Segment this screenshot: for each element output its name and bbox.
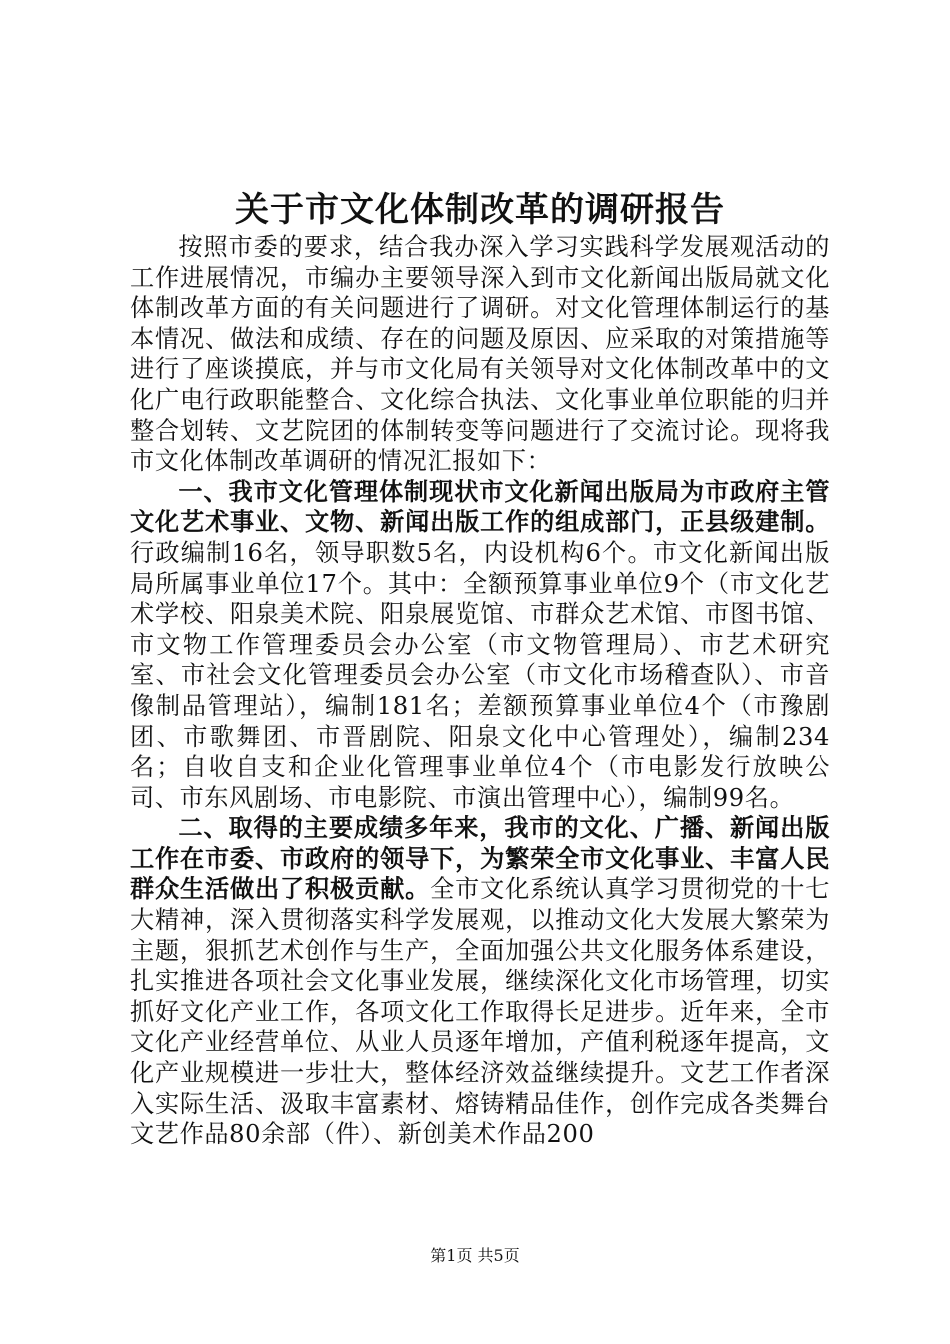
document-title: 关于市文化体制改革的调研报告 [235,190,725,230]
section-1-text: 行政编制16名，领导职数5名，内设机构6个。市文化新闻出版局所属事业单位17个。其中：全额预算事业单位9个（市文化艺术学校、阳泉美术院、阳泉展览馆、市群众艺术馆、市图书馆、市文物工作管理委员会办公室（市文物管理局）、市艺术研究室、市社会文化管理委员会办公室（市文化市场稽查队）、市音像制品管理站），编制181名；差额预算事业单位4个（市豫剧团、市歌舞团、市晋剧院、阳泉文化中心管理处），编制234名；自收自支和企业化管理事业单位4个（市电影发行放映公司、市东风剧场、市电影院、市演出管理中心），编制99名。 [130,538,830,812]
document-body [130,232,830,1150]
section-1-heading: 一、我市文化管理体制现状市文化新闻出版局为市政府主管文化艺术事业、文物、新闻出版工作的组成部门，正县级建制。 [130,476,830,537]
paragraph-intro [130,232,830,477]
page-footer: 第1页 共5页 [430,1246,520,1265]
paragraph-section-2 [130,813,830,1150]
paragraph-section-1 [130,477,830,814]
paragraph-intro-text: 按照市委的要求，结合我办深入学习实践科学发展观活动的工作进展情况，市编办主要领导深入到市文化新闻出版局就文化体制改革方面的有关问题进行了调研。对文化管理体制运行的基本情况、做法和成绩、存在的问题及原因、应采取的对策措施等进行了座谈摸底，并与市文化局有关领导对文化体制改革中的文化广电行政职能整合、文化综合执法、文化事业单位职能的归并整合划转、文艺院团的体制转变等问题进行了交流讨论。现将我市文化体制改革调研的情况汇报如下： [130,233,830,476]
section-2-text: 全市文化系统认真学习贯彻党的十七大精神，深入贯彻落实科学发展观，以推动文化大发展大繁荣为主题，狠抓艺术创作与生产，全面加强公共文化服务体系建设，扎实推进各项社会文化事业发展，继续深化文化市场管理，切实抓好文化产业工作，各项文化工作取得长足进步。近年来，全市文化产业经营单位、从业人员逐年增加，产值利税逐年提高，文化产业规模进一步壮大，整体经济效益继续提升。文艺工作者深入实际生活、汲取丰富素材、熔铸精品佳作，创作完成各类舞台文艺作品80余部（件）、新创美术作品200 [130,875,830,1149]
section-2-heading: 二、取得的主要成绩多年来，我市的文化、广播、新闻出版工作在市委、市政府的领导下，为繁荣全市文化事业、丰富人民群众生活做出了积极贡献。 [130,813,830,904]
